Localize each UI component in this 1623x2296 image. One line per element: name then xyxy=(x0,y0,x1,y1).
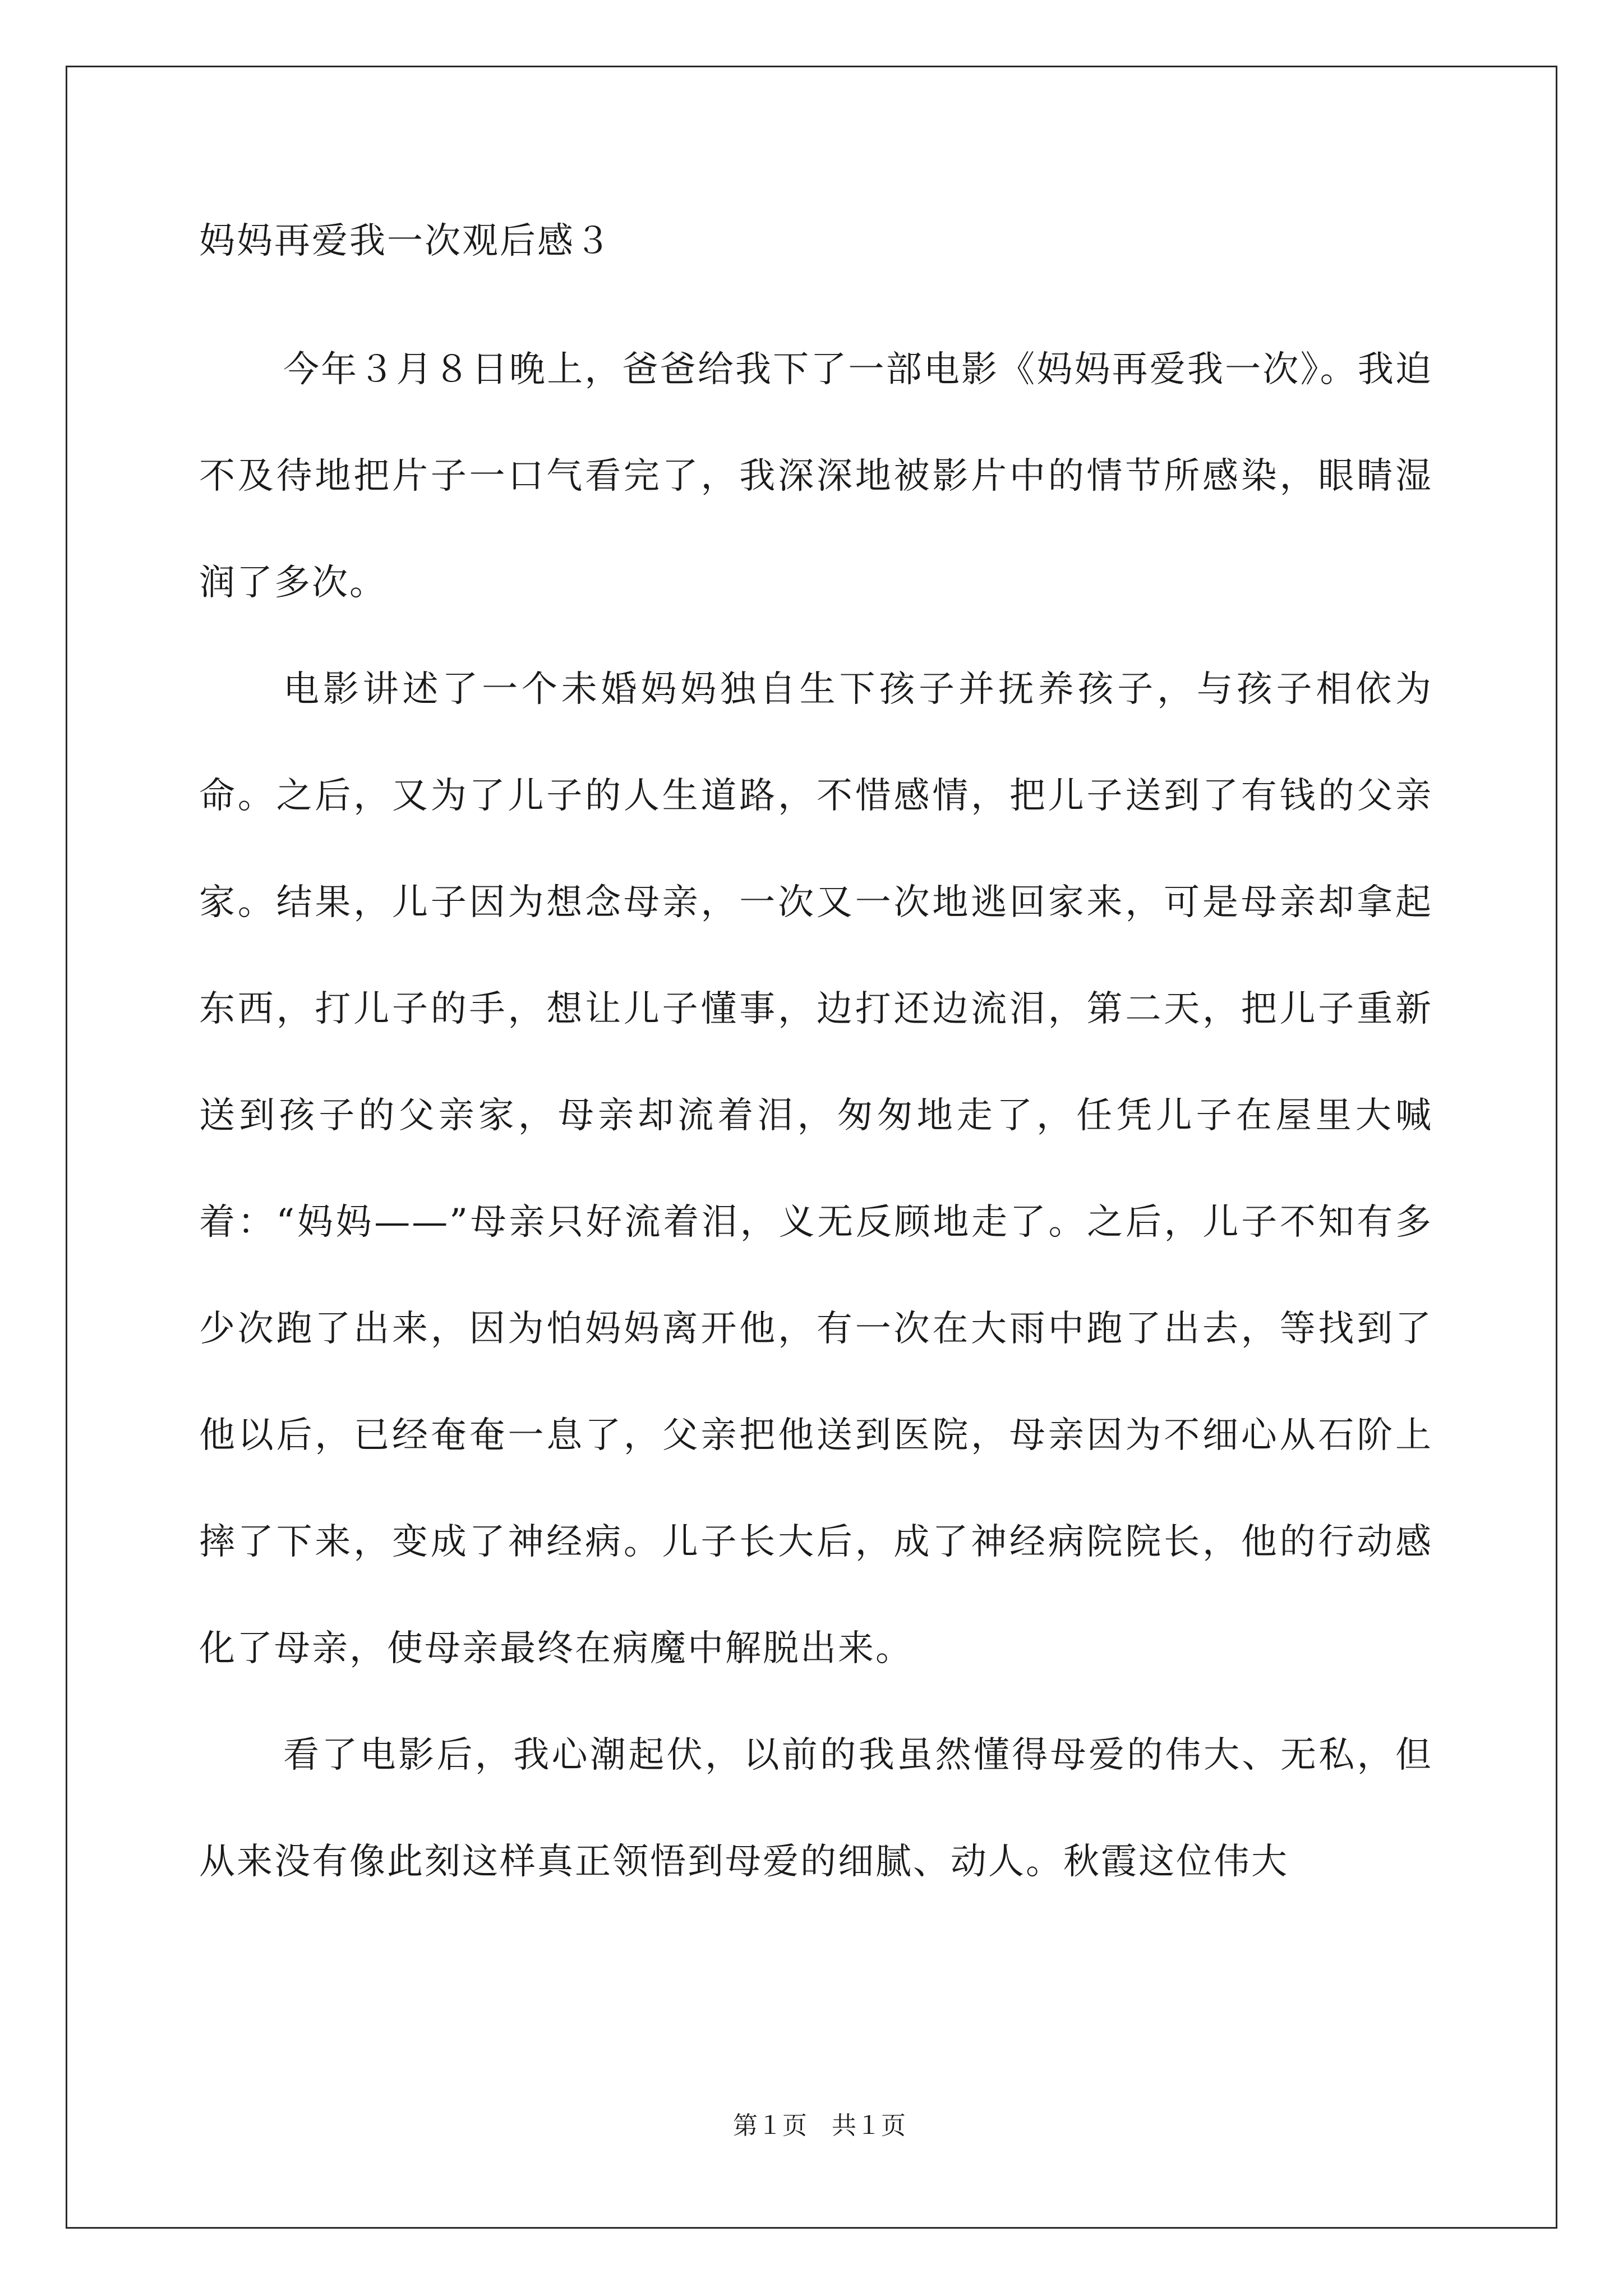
document-title: 妈妈再爱我一次观后感３ xyxy=(199,220,612,262)
paragraph-2: 电影讲述了一个未婚妈妈独自生下孩子并抚养孩子，与孩子相依为命。之后，又为了儿子的人生道路，不惜感情，把儿子送到了有钱的父亲家。结果，儿子因为想念母亲，一次又一次地逃回家来，可是母亲却拿起东西，打儿子的手，想让儿子懂事，边打还边流泪，第二天，把儿子重新送到孩子的父亲家，母亲却流着泪，匆匆地走了，任凭儿子在屋里大喊着：“妈妈——”母亲只好流着泪，义无反顾地走了。之后，儿子不知有多少次跑了出来，因为怕妈妈离开他，有一次在大雨中跑了出去，等找到了他以后，已经奄奄一息了，父亲把他送到医院，母亲因为不细心从石阶上摔了下来，变成了神经病。儿子长大后，成了神经病院院长，他的行动感化了母亲，使母亲最终在病魔中解脱出来。 xyxy=(199,669,1433,1669)
paragraph-1: 今年３月８日晚上，爸爸给我下了一部电影《妈妈再爱我一次》。我迫不及待地把片子一口气看完了，我深深地被影片中的情节所感染，眼睛湿润了多次。 xyxy=(199,349,1433,604)
page-number-label: 第１页 共１页 xyxy=(732,2111,906,2140)
paragraph-3: 看了电影后，我心潮起伏，以前的我虽然懂得母爱的伟大、无私，但从来没有像此刻这样真正领悟到母爱的细腻、动人。秋霞这位伟大 xyxy=(199,1734,1433,1883)
page-footer xyxy=(0,2076,1623,2143)
document-body xyxy=(199,213,1433,1915)
